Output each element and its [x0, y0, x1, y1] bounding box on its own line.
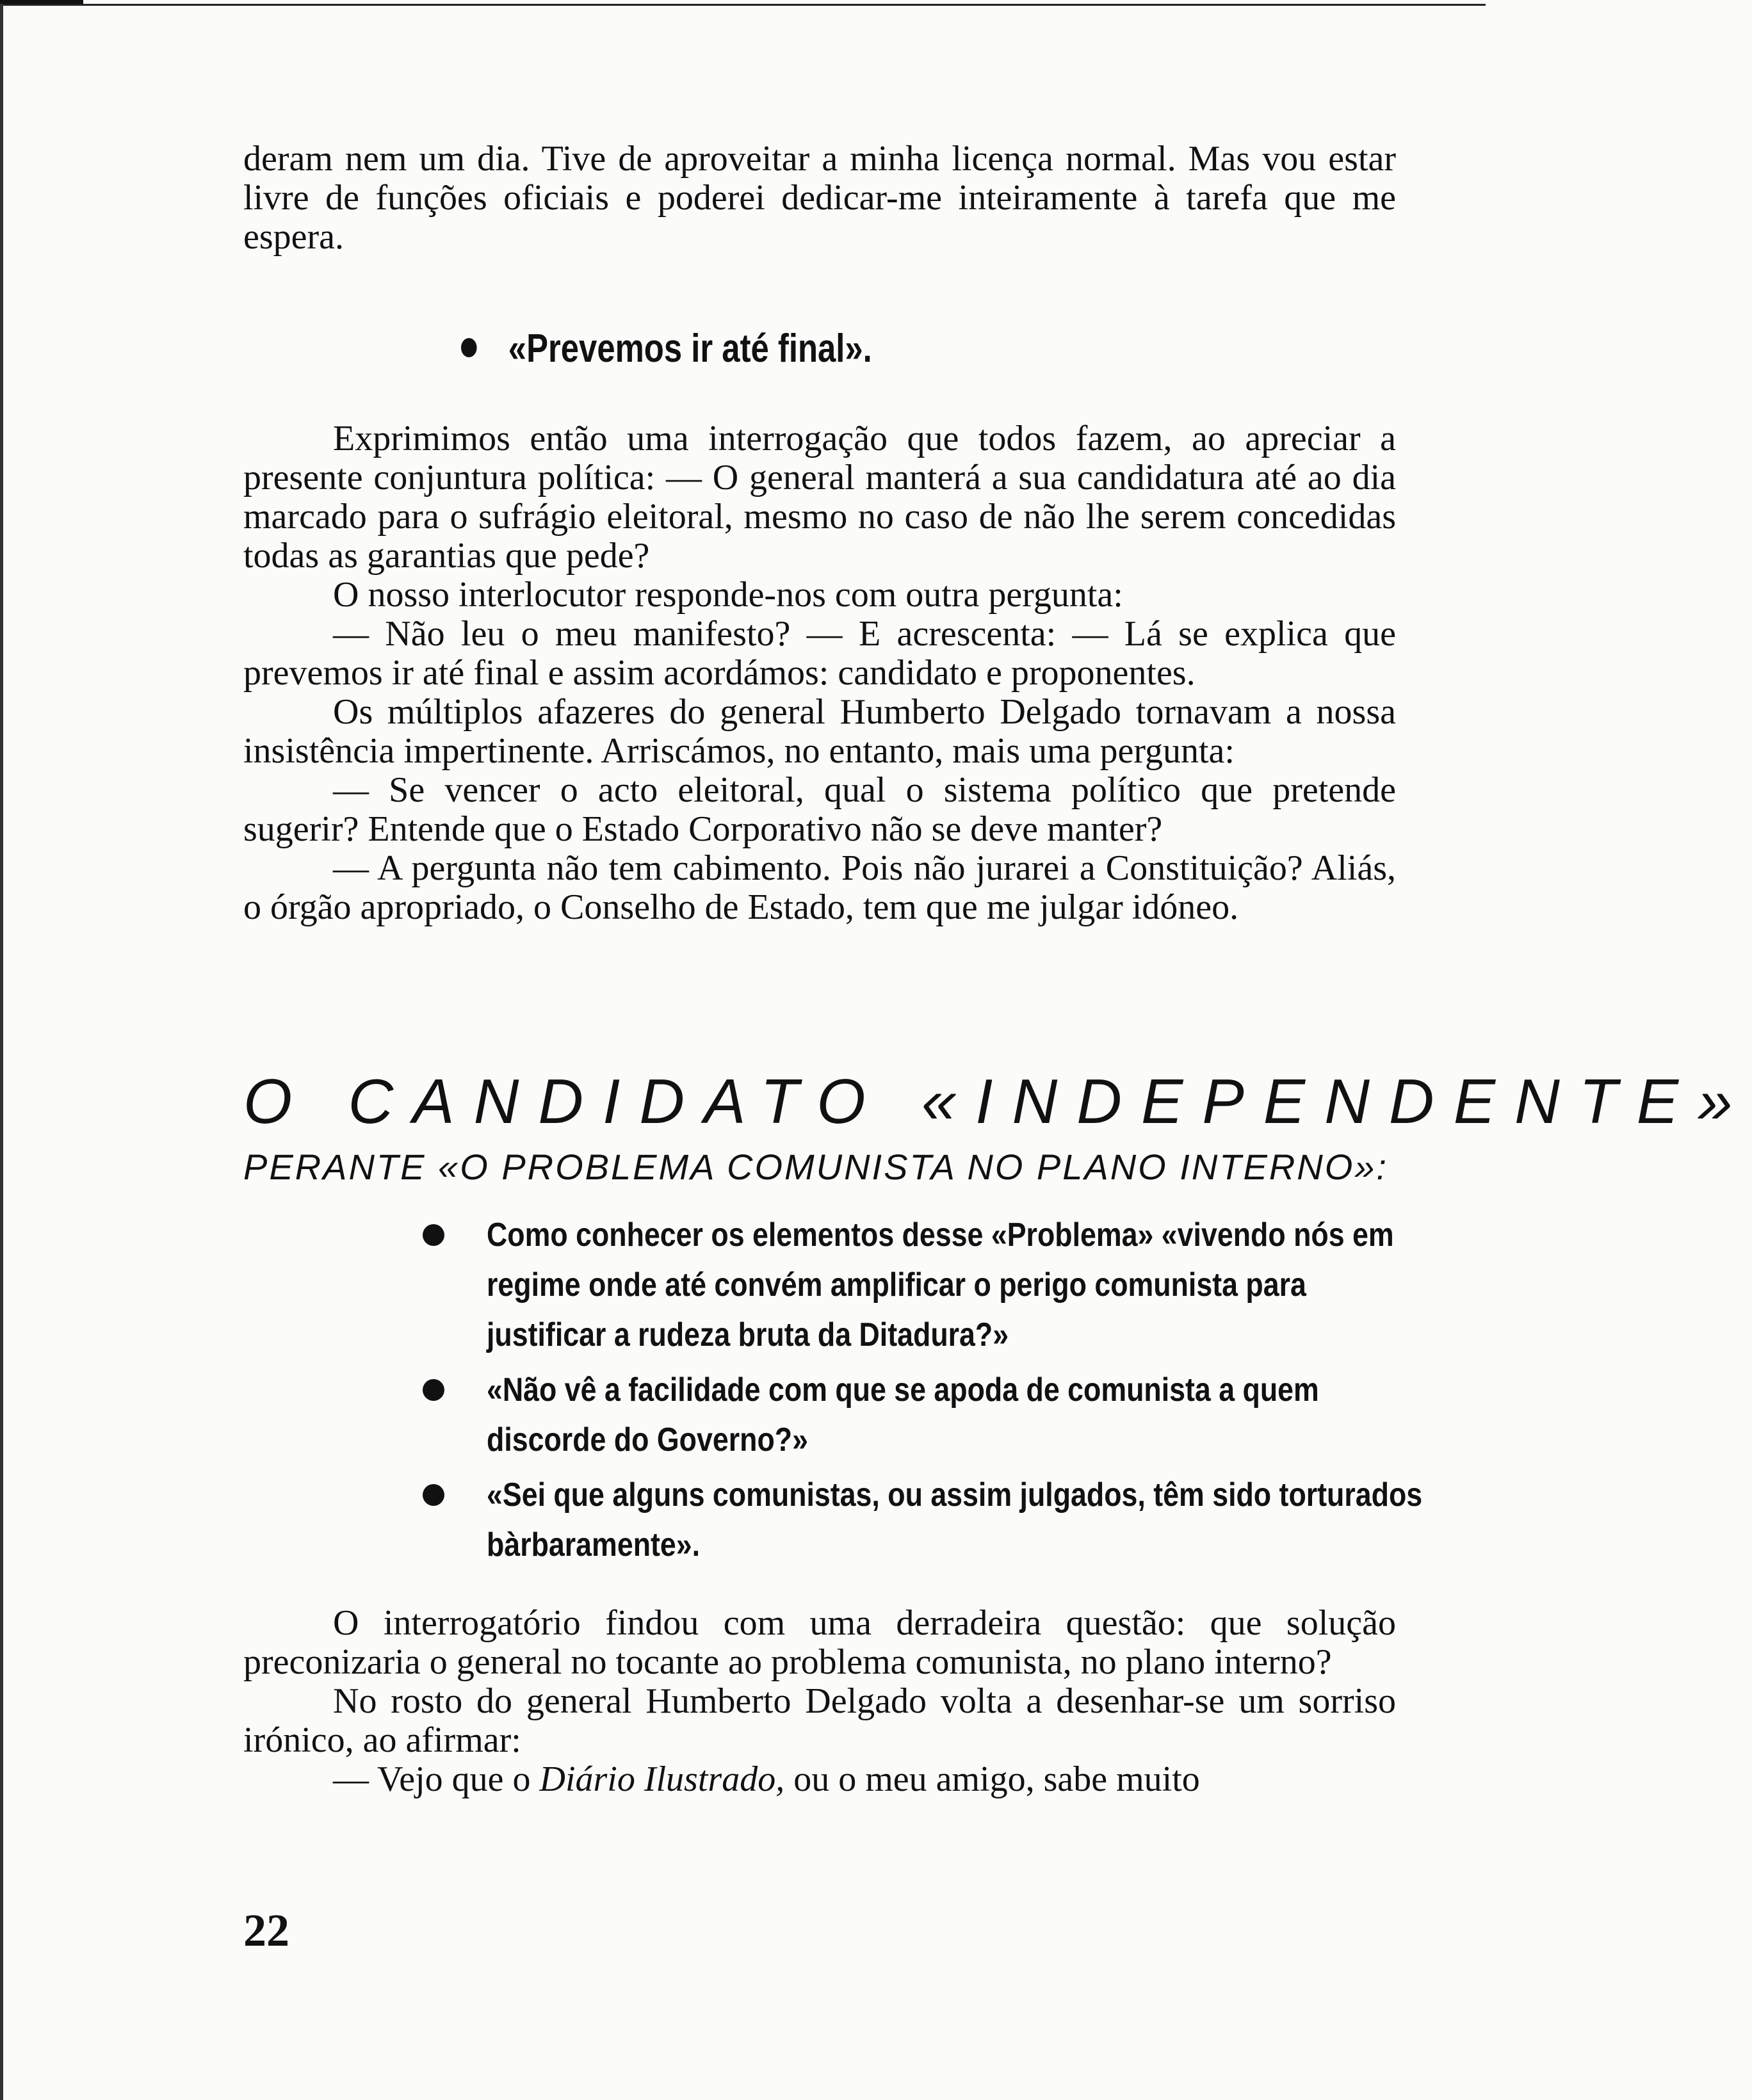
quote-list — [423, 1210, 1434, 1575]
intro-paragraph-block — [243, 140, 1396, 257]
page-number: 22 — [243, 1905, 289, 1956]
interview-paragraph-3: — Não leu o meu manifesto? — E acrescenta: — Lá se explica que prevemos ir até final e assim acordámos: candidato e proponentes. — [243, 614, 1396, 693]
list-item — [423, 1210, 1434, 1360]
page-corner-mark — [0, 0, 83, 19]
bullet-icon — [423, 1484, 444, 1506]
closing-paragraph-2: No rosto do general Humberto Delgado volta a desenhar-se um sorriso irónico, ao afirmar: — [243, 1681, 1396, 1760]
newspaper-title: Diário Ilustrado, — [539, 1759, 785, 1799]
closing-block — [243, 1604, 1396, 1799]
interview-paragraph-2: O nosso interlocutor responde-nos com outra pergunta: — [333, 575, 1123, 615]
closing-text-end: ou o meu amigo, sabe muito — [784, 1759, 1200, 1799]
interview-paragraph-4: Os múltiplos afazeres do general Humberto Delgado tornavam a nossa insistência impertinente. Arriscámos, no entanto, mais uma pergunta: — [243, 692, 1396, 771]
quote-text: «Sei que alguns comunistas, ou assim julgados, têm sido torturados bàrbaramente». — [487, 1476, 1423, 1563]
quote-text: Como conhecer os elementos desse «Problema» «vivendo nós em regime onde até convém amplificar o perigo comunista para justificar a rudeza bruta da Ditadura?» — [487, 1216, 1394, 1353]
section-subtitle: PERANTE «O PROBLEMA COMUNISTA NO PLANO INTERNO»: — [243, 1147, 1388, 1187]
quote-text: «Não vê a facilidade com que se apoda de comunista a quem discorde do Governo?» — [487, 1371, 1319, 1458]
closing-paragraph-1: O interrogatório findou com uma derradeira questão: que solução preconizaria o general no tocante ao problema comunista, no plano interno? — [243, 1603, 1396, 1682]
interview-paragraph-6: — A pergunta não tem cabimento. Pois não jurarei a Constituição? Aliás, o órgão apropriado, o Conselho de Estado, tem que me julgar idóneo. — [243, 848, 1396, 927]
intro-paragraph: deram nem um dia. Tive de aproveitar a minha licença normal. Mas vou estar livre de funções oficiais e poderei dedicar-me inteiramente à tarefa que me espera. — [243, 139, 1396, 257]
closing-paragraph-3 — [243, 1760, 1396, 1799]
list-item — [423, 1470, 1434, 1570]
bullet-icon — [423, 1224, 444, 1246]
page-left-edge — [0, 4, 3, 2100]
bullet-icon — [461, 338, 477, 357]
list-item — [423, 1365, 1434, 1465]
section-title: O CANDIDATO «INDEPENDENTE» — [243, 1066, 1752, 1136]
interview-block — [243, 419, 1396, 927]
subheading-text: «Prevemos ir até final». — [508, 327, 872, 371]
page-top-edge — [0, 4, 1486, 6]
closing-text-start: — Vejo que o — [333, 1759, 540, 1799]
interview-paragraph-1: Exprimimos então uma interrogação que todos fazem, ao apreciar a presente conjuntura política: — O general manterá a sua candidatura até ao dia marcado para o sufrágio eleitoral, mesmo no caso de não lhe serem concedidas todas as garantias que pede? — [243, 419, 1396, 576]
interview-paragraph-5: — Se vencer o acto eleitoral, qual o sistema político que pretende sugerir? Entende que o Estado Corporativo não se deve manter? — [243, 770, 1396, 849]
bullet-icon — [423, 1379, 444, 1401]
subheading — [461, 323, 1196, 375]
